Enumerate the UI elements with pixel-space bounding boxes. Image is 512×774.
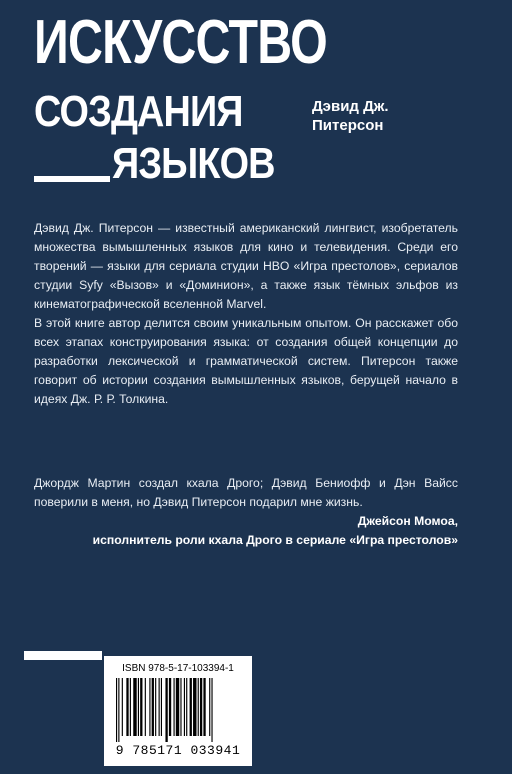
quote-author-role: исполнитель роли кхала Дрого в сериале «Игра престолов» <box>92 533 458 547</box>
decorative-strip <box>24 651 102 660</box>
barcode-digits: 9 785171 033941 <box>115 743 241 758</box>
book-title-line-1: ИСКУССТВО <box>34 8 327 77</box>
quote-text: Джордж Мартин создал кхала Дрого; Дэвид Бениофф и Дэн Вайсс поверили в меня, но Дэвид Питерсон подарил мне жизнь. <box>34 476 458 509</box>
barcode-icon <box>114 678 242 742</box>
barcode-panel <box>104 656 252 766</box>
book-title-line-2: СОЗДАНИЯ <box>34 87 243 136</box>
quote-author: Джейсон Момоа, <box>357 514 458 528</box>
author-first-name: Дэвид Дж. <box>312 98 389 115</box>
author-name <box>312 97 389 135</box>
review-quote <box>34 474 458 550</box>
isbn-label: ISBN 978-5-17-103394-1 <box>122 663 234 674</box>
book-title-line-3: ЯЗЫКОВ <box>112 139 275 188</box>
author-last-name: Питерсон <box>312 117 384 134</box>
description-paragraph: Дэвид Дж. Питерсон — известный американский лингвист, изобретатель множества вымышленных языков для кино и телевидения. Среди его творений — языки для сериала студии HBO «Игра престолов», сериалов студии Syfy «Вызов» и «Доминион», а также язык тёмных эльфов из кинематографической вселенной Marvel. <box>34 221 458 311</box>
book-description <box>34 219 458 409</box>
title-dash <box>34 176 110 182</box>
description-paragraph: В этой книге автор делится своим уникальным опытом. Он расскажет обо всех этапах конструирования языка: от создания общей концепции до разработки лексической и грамматической систем. Питерсон также говорит об истории создания вымышленных языков, берущей начало в идеях Дж. Р. Р. Толкина. <box>34 316 458 406</box>
